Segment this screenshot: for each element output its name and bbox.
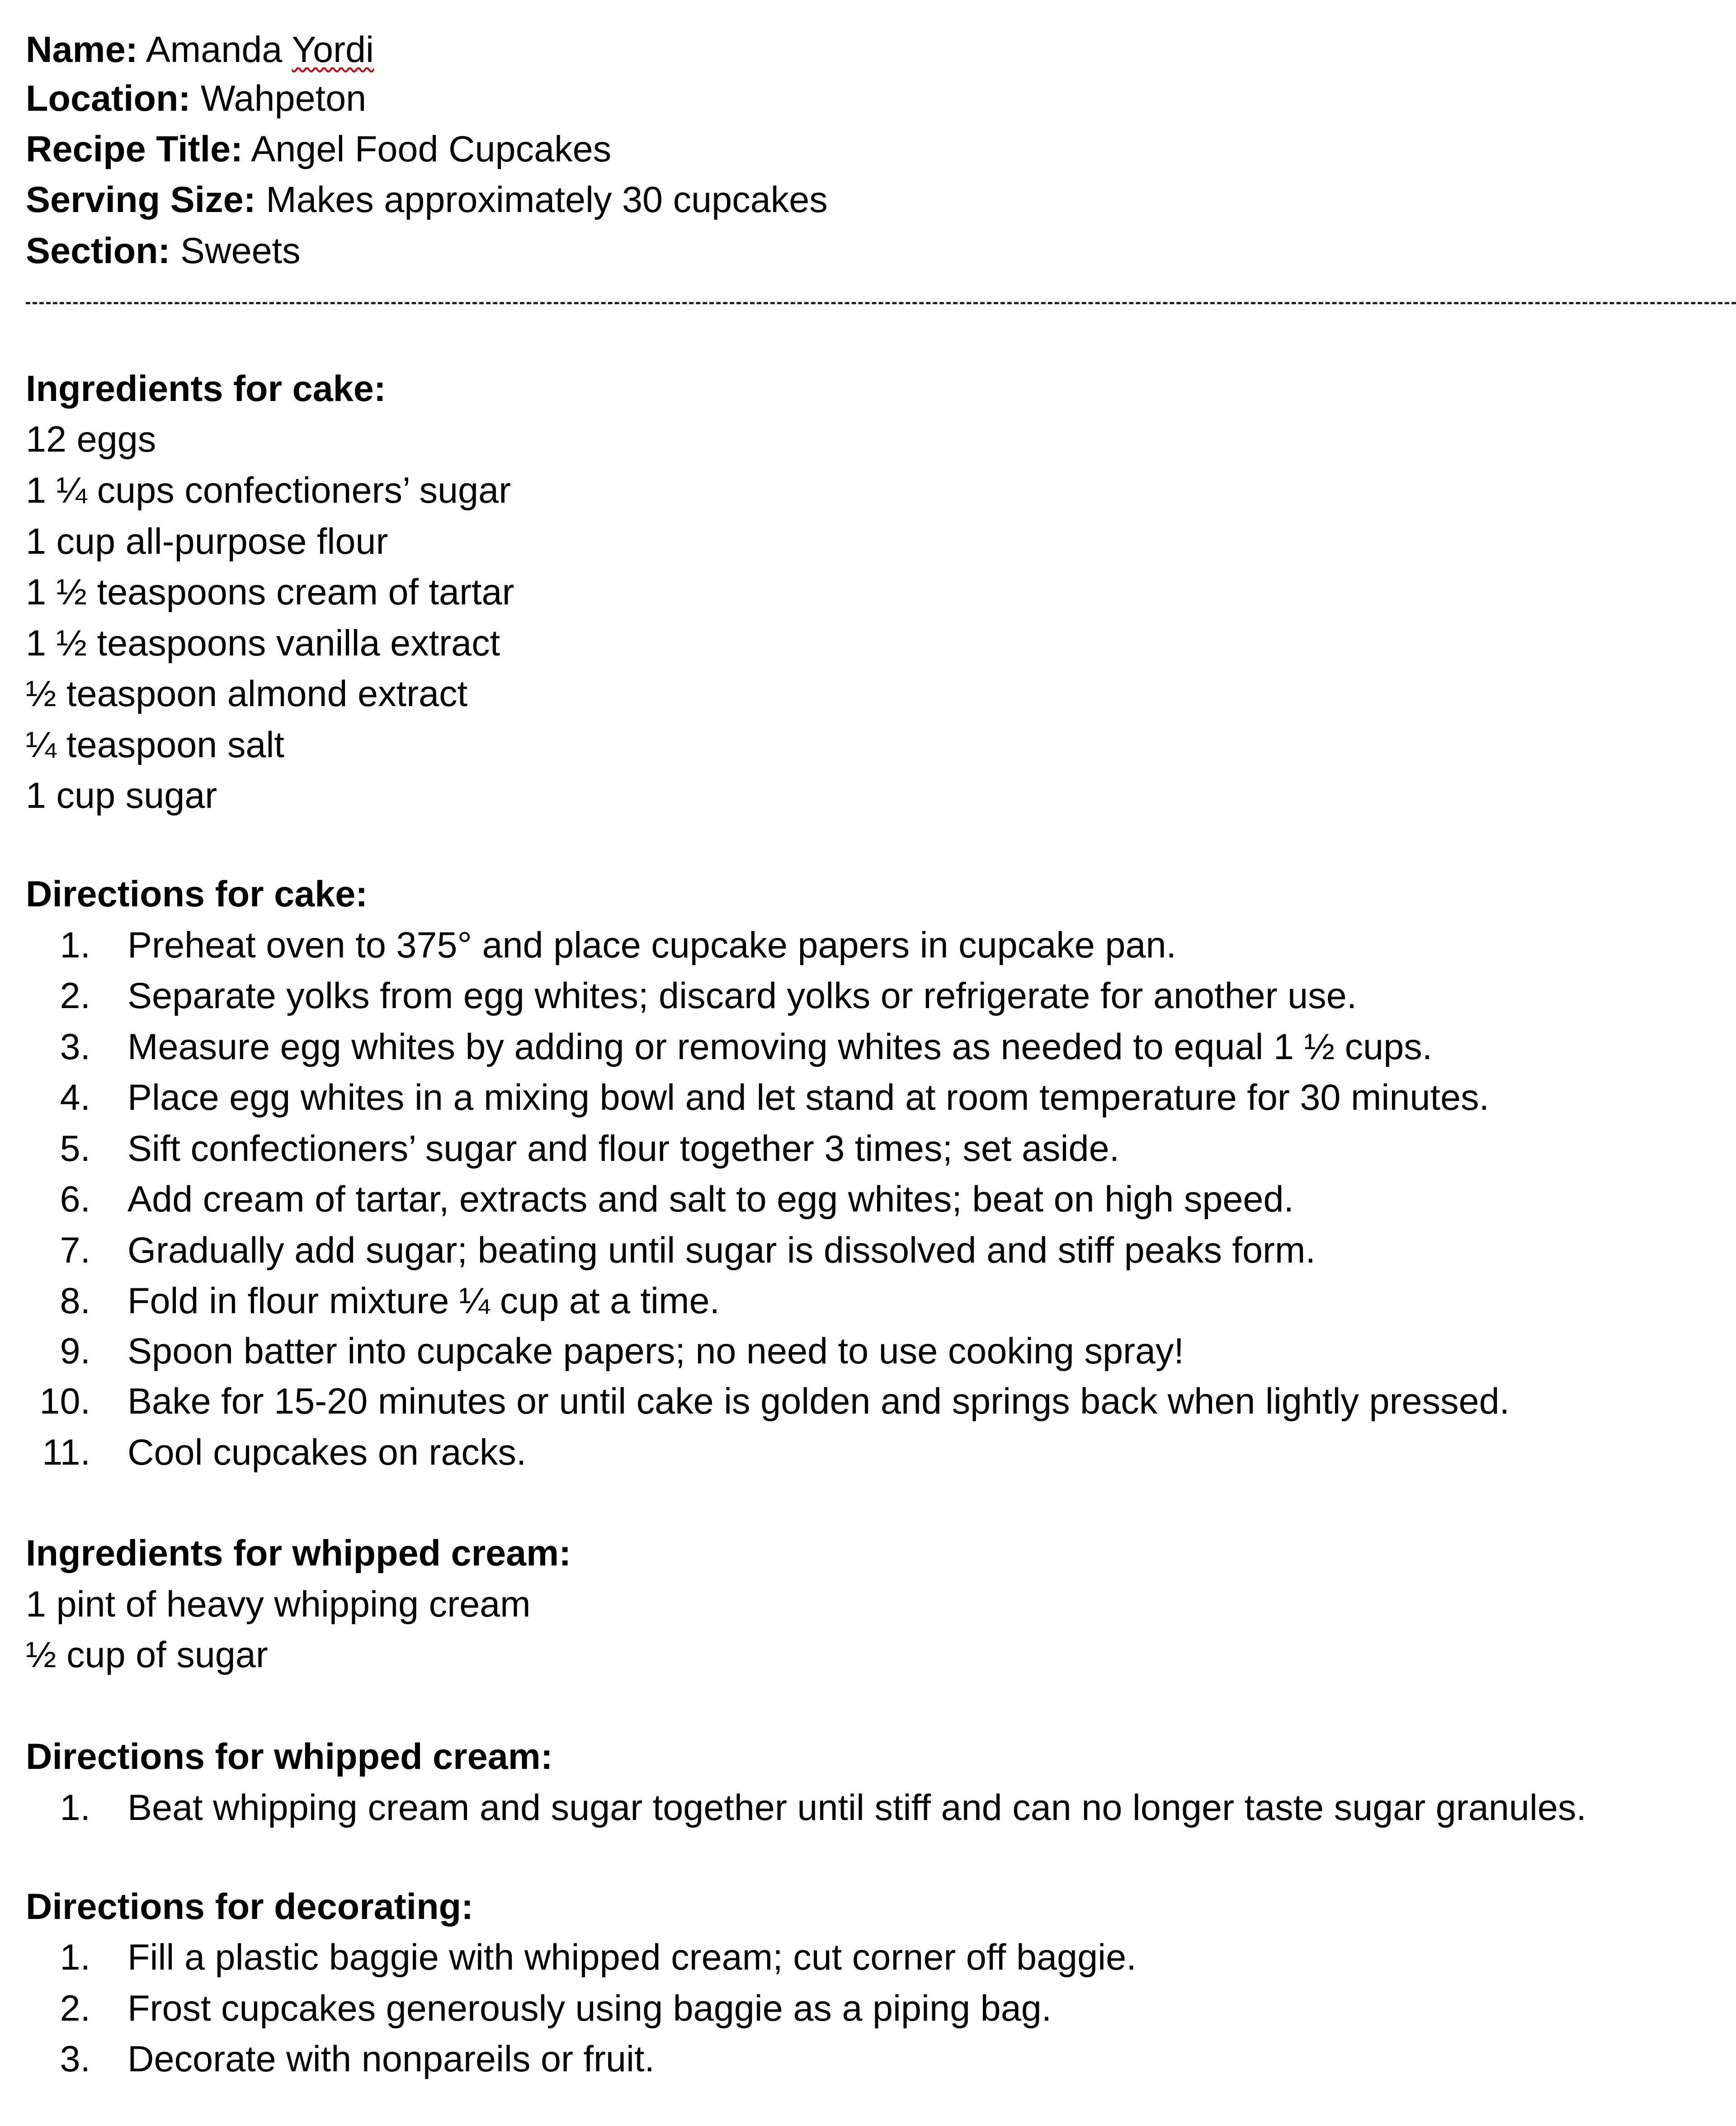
serving-size-line (26, 177, 828, 222)
step-number: 1. (60, 1787, 90, 1828)
name-value-last: Yordi (292, 29, 374, 70)
step-text: Add cream of tartar, extracts and salt to egg whites; beat on high speed. (127, 1179, 1294, 1220)
step-number: 10. (39, 1381, 90, 1422)
cream-directions-heading: Directions for whipped cream: (26, 1736, 553, 1777)
step-text: Cool cupcakes on racks. (127, 1432, 527, 1473)
step-number: 8. (60, 1281, 90, 1321)
cake-ingredient-item: 1 ¼ cups confectioners’ sugar (26, 470, 511, 511)
step-number: 1. (60, 1937, 90, 1978)
recipe-title-value: Angel Food Cupcakes (251, 129, 612, 170)
location-label: Location: (26, 78, 191, 119)
cake-ingredients-heading: Ingredients for cake: (26, 368, 386, 409)
cake-ingredient-item: 1 cup sugar (26, 775, 217, 816)
cake-ingredient-item: 1 cup all-purpose flour (26, 521, 388, 562)
step-number: 2. (60, 1988, 90, 2029)
step-number: 1. (60, 925, 90, 966)
recipe-title-label: Recipe Title: (26, 129, 243, 170)
decorating-directions-heading: Directions for decorating: (26, 1886, 474, 1927)
step-text: Fold in flour mixture ¼ cup at a time. (127, 1281, 720, 1321)
cake-ingredient-item: ¼ teaspoon salt (26, 725, 284, 765)
cake-ingredient-item: 1 ½ teaspoons vanilla extract (26, 623, 500, 664)
step-number: 6. (60, 1179, 90, 1220)
step-number: 2. (60, 976, 90, 1016)
step-text: Decorate with nonpareils or fruit. (127, 2039, 655, 2079)
step-number: 7. (60, 1230, 90, 1271)
section-value: Sweets (180, 231, 301, 271)
step-number: 3. (60, 2039, 90, 2079)
step-text: Preheat oven to 375° and place cupcake papers in cupcake pan. (127, 925, 1177, 966)
cake-ingredient-item: 12 eggs (26, 419, 156, 460)
name-line (26, 27, 374, 72)
step-text: Separate yolks from egg whites; discard yolks or refrigerate for another use. (127, 976, 1357, 1016)
step-number: 3. (60, 1027, 90, 1067)
step-text: Sift confectioners’ sugar and flour together 3 times; set aside. (127, 1128, 1120, 1169)
section-label: Section: (26, 231, 170, 271)
step-number: 9. (60, 1331, 90, 1372)
location-line (26, 76, 366, 121)
cream-ingredients-heading: Ingredients for whipped cream: (26, 1533, 571, 1574)
recipe-title-line (26, 127, 611, 172)
cream-ingredient-item: 1 pint of heavy whipping cream (26, 1584, 531, 1625)
step-number: 4. (60, 1077, 90, 1118)
step-text: Measure egg whites by adding or removing whites as needed to equal 1 ½ cups. (127, 1027, 1433, 1067)
serving-size-value: Makes approximately 30 cupcakes (266, 179, 828, 220)
step-text: Bake for 15-20 minutes or until cake is golden and springs back when lightly pressed. (127, 1381, 1510, 1422)
name-value-first: Amanda (146, 29, 292, 70)
step-text: Fill a plastic baggie with whipped cream; cut corner off baggie. (127, 1937, 1137, 1978)
cream-ingredient-item: ½ cup of sugar (26, 1635, 268, 1675)
step-text: Spoon batter into cupcake papers; no need to use cooking spray! (127, 1331, 1184, 1372)
step-text: Frost cupcakes generously using baggie as a piping bag. (127, 1988, 1052, 2029)
cake-ingredient-item: 1 ½ teaspoons cream of tartar (26, 572, 514, 613)
step-text: Place egg whites in a mixing bowl and let stand at room temperature for 30 minutes. (127, 1077, 1490, 1118)
name-label: Name: (26, 29, 138, 70)
section-line (26, 228, 301, 273)
dashed-divider (26, 302, 1736, 304)
step-number: 5. (60, 1128, 90, 1169)
cake-ingredient-item: ½ teaspoon almond extract (26, 674, 468, 714)
step-text: Beat whipping cream and sugar together until stiff and can no longer taste sugar granules. (127, 1787, 1587, 1828)
step-number: 11. (42, 1432, 90, 1473)
location-value: Wahpeton (200, 78, 367, 119)
serving-size-label: Serving Size: (26, 179, 256, 220)
cake-directions-heading: Directions for cake: (26, 874, 368, 915)
step-text: Gradually add sugar; beating until sugar is dissolved and stiff peaks form. (127, 1230, 1316, 1271)
